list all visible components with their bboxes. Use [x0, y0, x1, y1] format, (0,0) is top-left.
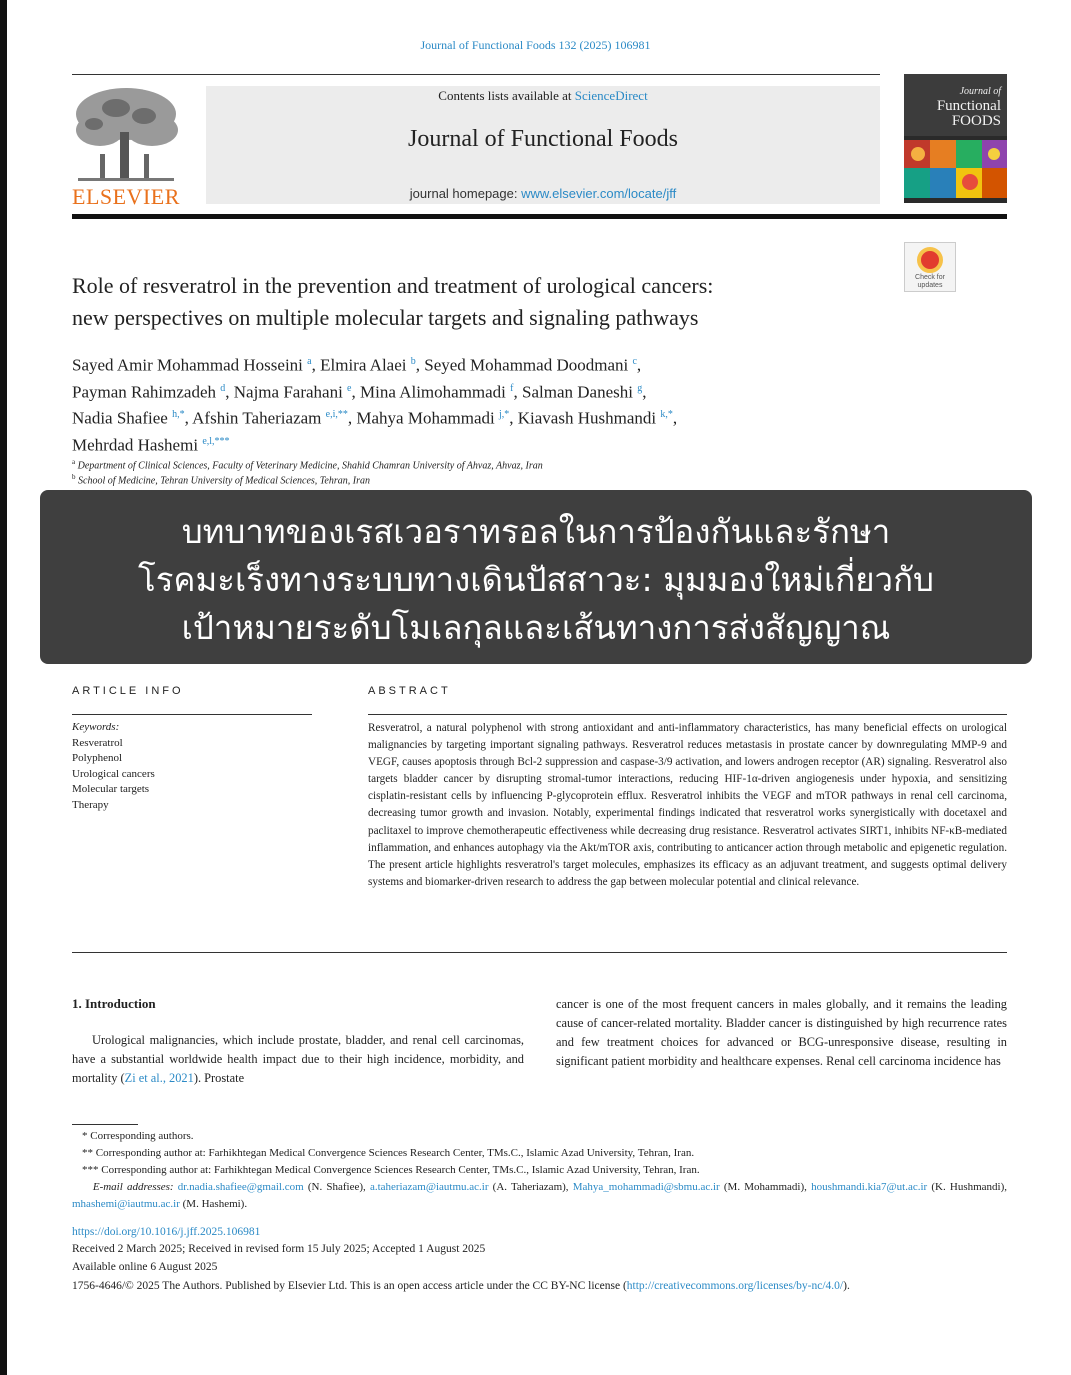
author[interactable]: Mina Alimohammadi [360, 382, 506, 402]
affiliation-text: Department of Clinical Sciences, Faculty of Veterinary Medicine, Shahid Chamran University of Ahvaz, Ahvaz, Iran [77, 460, 543, 472]
left-edge-bar [0, 0, 7, 1375]
received-dates: Received 2 March 2025; Received in revised form 15 July 2025; Accepted 1 August 2025 [72, 1243, 486, 1255]
title-line-1: Role of resveratrol in the prevention and treatment of urological cancers: [72, 273, 714, 298]
title-line-2: new perspectives on multiple molecular targets and signaling pathways [72, 305, 699, 330]
author-affil[interactable]: c [632, 356, 637, 367]
email-owner: (M. Mohammadi), [723, 1181, 807, 1193]
homepage-prefix: journal homepage: [409, 186, 522, 201]
footnote-rule [72, 1124, 138, 1125]
doi-link[interactable]: https://doi.org/10.1016/j.jff.2025.106981 [72, 1226, 261, 1238]
journal-cover[interactable] [904, 74, 1007, 203]
keyword: Urological cancers [72, 767, 155, 780]
affiliation [72, 473, 370, 486]
author[interactable]: Elmira Alaei [320, 355, 407, 375]
thai-translation-overlay [40, 490, 1032, 664]
introduction-left-column [72, 1031, 524, 1088]
email-owner: (M. Hashemi). [182, 1198, 248, 1210]
abstract-bottom-rule [72, 952, 1007, 953]
homepage-line [206, 186, 880, 201]
email-link[interactable]: dr.nadia.shafiee@gmail.com [177, 1181, 304, 1193]
author-affil[interactable]: e,l,*** [202, 435, 230, 447]
journal-name: Journal of Functional Foods [408, 126, 678, 152]
author[interactable]: Mehrdad Hashemi [72, 435, 199, 455]
author-affil[interactable]: g [637, 382, 643, 394]
email-link[interactable]: houshmandi.kia7@ut.ac.ir [811, 1181, 928, 1193]
email-owner: (A. Taheriazam), [492, 1181, 569, 1193]
license-link[interactable]: http://creativecommons.org/licenses/by-nc/4.0/ [626, 1280, 844, 1292]
keywords-label: Keywords: [72, 721, 120, 733]
available-online: Available online 6 August 2025 [72, 1261, 218, 1273]
check-updates-icon [917, 247, 943, 273]
author[interactable]: Sayed Amir Mohammad Hosseini [72, 355, 303, 375]
author[interactable]: Mahya Mohammadi [356, 408, 495, 428]
header-thick-rule [72, 214, 1007, 219]
check-updates-line1: Check for [915, 274, 945, 281]
keyword: Polyphenol [72, 752, 123, 764]
author[interactable]: Afshin Taheriazam [192, 408, 322, 428]
author[interactable]: Seyed Mohammad Doodmani [424, 355, 629, 375]
overlay-line-3: เป้าหมายระดับโมเลกุลและเส้นทางการส่งสัญญาณ [181, 608, 891, 647]
author[interactable]: Payman Rahimzadeh [72, 382, 216, 402]
sciencedirect-link[interactable]: ScienceDirect [574, 88, 648, 103]
intro-text: ). Prostate [193, 1071, 245, 1085]
abstract-rule [368, 714, 1007, 715]
email-label: E-mail addresses: [92, 1181, 174, 1193]
email-addresses [72, 1179, 1007, 1213]
article-info-heading: ARTICLE INFO [72, 685, 184, 697]
author-affil[interactable]: j,* [498, 409, 510, 421]
contents-line [206, 88, 880, 104]
check-for-updates-badge[interactable] [904, 242, 956, 292]
affiliation-marker: a [72, 458, 76, 466]
overlay-line-2: โรคมะเร็งทางระบบทางเดินปัสสาวะ: มุมมองใหม่เกี่ยวกับ [137, 560, 934, 599]
affiliation [72, 458, 543, 471]
author-affil[interactable]: h,* [172, 409, 185, 421]
contents-prefix: Contents lists available at [438, 88, 575, 103]
author-affil[interactable]: d [220, 382, 226, 394]
author[interactable]: Nadia Shafiee [72, 408, 168, 428]
footnote: *** Corresponding author at: Farhikhtegan Medical Convergence Sciences Research Center, TMs.C., Islamic Azad University, Tehran, Iran. [82, 1164, 700, 1176]
keyword: Molecular targets [72, 783, 150, 795]
email-owner: (K. Hushmandi), [931, 1181, 1008, 1193]
license-text: 1756-4646/© 2025 The Authors. Published by Elsevier Ltd. This is an open access article under the CC BY-NC license ( [72, 1280, 627, 1292]
keyword: Therapy [72, 798, 109, 811]
publisher-name[interactable]: ELSEVIER [72, 184, 180, 209]
abstract-heading: ABSTRACT [368, 685, 451, 697]
citation-link[interactable]: Zi et al., 2021 [124, 1071, 194, 1085]
author-affil[interactable]: e [347, 382, 352, 394]
homepage-link[interactable]: www.elsevier.com/locate/jff [521, 186, 677, 201]
article-info-rule [72, 714, 312, 715]
keyword: Resveratrol [72, 736, 123, 749]
cover-title-line1: Functional [936, 98, 1001, 114]
introduction-right-column: cancer is one of the most frequent cancers in males globally, and it remains the leading cause of cancer-related mortality. Bladder cancer is distinguished by high recurrence rates and few treatment choices for advanced or BCG-unresponsive disease, resulting in significant patient morbidity and healthcare expenses. Renal cell carcinoma incidence has [556, 997, 1007, 1068]
affiliation-text: School of Medicine, Tehran University of Medical Sciences, Tehran, Iran [78, 475, 370, 487]
introduction-heading: 1. Introduction [72, 996, 156, 1011]
license-end: ). [843, 1280, 850, 1292]
author[interactable]: Najma Farahani [233, 382, 343, 402]
footnote: * Corresponding authors. [82, 1130, 194, 1142]
author[interactable]: Kiavash Hushmandi [517, 408, 657, 428]
author-affil[interactable]: a [307, 356, 312, 367]
article-title [72, 270, 892, 334]
author-affil[interactable]: e,i,** [325, 409, 348, 421]
author-list: Sayed Amir Mohammad Hosseini $^a$, Elmira Alaei $^b$, Seyed Mohammad Doodmani $^c$, Payman Rahimzadeh $^d$, Najma Farahani $^e$, Mina Alimohammadi $^f$, Salman Daneshi $^g$, Nadia Shafiee $^{h,*}$, Afshin Taheriazam $^{e,i,**}$, Mahya Mohammadi $^{j,*}$, Kiavash Hushmandi $^{k,*}$, Mehrdad Hashemi $^{e,l,***}$ [72, 355, 678, 455]
author[interactable]: Salman Daneshi [522, 382, 633, 402]
cover-title [937, 84, 1001, 129]
check-updates-line2: updates [917, 282, 943, 289]
cover-artwork [904, 136, 1007, 203]
author-affil[interactable]: b [410, 356, 416, 367]
abstract-text: Resveratrol, a natural polyphenol with strong antioxidant and anti-inflammatory characteristics, has many beneficial effects on urological malignancies by targeting important signaling pathways. Resveratrol reduces metastasis in prostate cancer by downregulating MMP-9 and VEGF, causes apoptosis through Bcl-2 suppression and caspase-3/9 activation, and lowers androgen receptor (AR) signaling. Resveratrol also targets bladder cancer by disrupting stromal-tumor interactions, reducing HIF-1α-driven angiogenesis under hypoxia, and sensitizing cisplatin-resistant cells by influencing P-glycoprotein efflux. Resveratrol inhibits the VEGF and mTOR pathways in renal cell carcinoma, decreasing tumor growth and invasion. Notably, experimental findings indicated that resveratrol works synergistically with docetaxel and paclitaxel to improve chemotherapeutic effectiveness while decreasing drug resistance. Resveratrol activates SIRT1, inhibits NF-κB-mediated inflammation, and enhances autophagy via the Akt/mTOR axis, contributing to anticancer action through metabolic and epigenetic regulation. The present article highlights resveratrol's target molecules, emphasizes its efficacy as an adjuvant treatment, and suggests optimal delivery systems and biomarker-driven research to address the gap between molecular potential and clinical relevance. [368, 722, 1007, 888]
intro-text: Urological malignancies, which include prostate, bladder, and renal cell carcinomas, have a substantial worldwide health impact due to their high incidence, morbidity, and mortality ( [72, 1033, 524, 1085]
author-affil[interactable]: f [510, 382, 514, 394]
cover-title-line2: FOODS [951, 113, 1001, 129]
top-rule [72, 74, 880, 75]
keywords-block [72, 720, 155, 813]
overlay-line-1: บทบาทของเรสเวอราทรอลในการป้องกันและรักษา [181, 512, 891, 551]
footnote: ** Corresponding author at: Farhikhtegan Medical Convergence Sciences Research Center, TMs.C., Islamic Azad University, Tehran, Iran. [82, 1147, 695, 1159]
email-link[interactable]: mhashemi@iautmu.ac.ir [72, 1198, 180, 1210]
email-link[interactable]: a.taheriazam@iautmu.ac.ir [369, 1181, 489, 1193]
cover-title-small: Journal of [959, 86, 1001, 97]
journal-reference[interactable]: Journal of Functional Foods 132 (2025) 106981 [420, 38, 651, 52]
email-owner: (N. Shafiee), [307, 1181, 366, 1193]
email-link[interactable]: Mahya_mohammadi@sbmu.ac.ir [572, 1181, 720, 1193]
author-affil[interactable]: k,* [660, 409, 673, 421]
affiliation-marker: b [72, 473, 76, 481]
license-statement [72, 1278, 1007, 1295]
